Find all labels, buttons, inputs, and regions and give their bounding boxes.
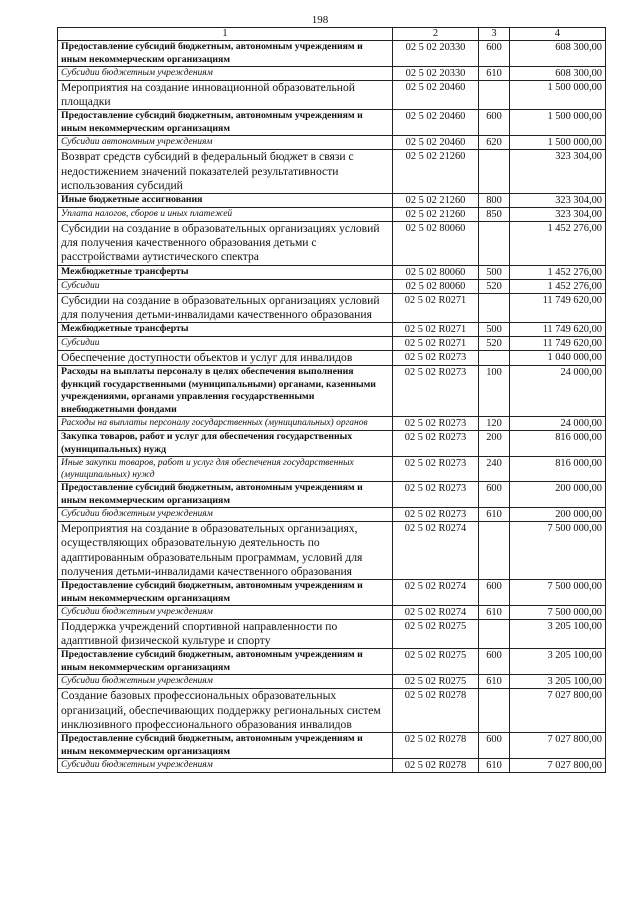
row-type-cell: 600 [479,41,510,67]
row-code-cell: 02 5 02 R0275 [393,675,479,689]
row-code-cell: 02 5 02 R0273 [393,366,479,417]
row-type-cell: 200 [479,431,510,457]
row-sum-cell: 3 205 100,00 [510,649,606,675]
table-row [58,279,606,293]
row-type-cell: 500 [479,323,510,337]
row-name-cell: Расходы на выплаты персоналу в целях обеспечения выполнения функций государственными (муниципальными) органами, казенными учреждениями, органами управления государственными внебюджетными фондами [58,366,393,417]
row-type-cell: 610 [479,67,510,81]
row-type-cell: 600 [479,649,510,675]
row-type-cell: 520 [479,279,510,293]
row-name-cell: Закупка товаров, работ и услуг для обеспечения государственных (муниципальных) нужд [58,431,393,457]
row-code-cell: 02 5 02 R0273 [393,351,479,366]
table-row [58,351,606,366]
row-name-cell: Возврат средств субсидий в федеральный бюджет в связи с недостижением значений показателей результативности использования субсидий [58,150,393,194]
row-code-cell: 02 5 02 R0273 [393,417,479,431]
row-name-cell: Субсидии [58,279,393,293]
row-sum-cell: 7 500 000,00 [510,580,606,606]
table-row [58,620,606,649]
row-name-cell: Субсидии [58,337,393,351]
row-sum-cell: 24 000,00 [510,366,606,417]
row-name-cell: Мероприятия на создание инновационной образовательной площадки [58,81,393,110]
row-sum-cell: 11 749 620,00 [510,323,606,337]
table-row [58,759,606,773]
row-code-cell: 02 5 02 R0271 [393,323,479,337]
table-row [58,337,606,351]
table-row [58,431,606,457]
row-code-cell: 02 5 02 20460 [393,110,479,136]
row-type-cell: 120 [479,417,510,431]
row-code-cell: 02 5 02 80060 [393,279,479,293]
row-name-cell: Субсидии бюджетным учреждениям [58,606,393,620]
row-name-cell: Предоставление субсидий бюджетным, автономным учреждениям и иным некоммерческим организациям [58,649,393,675]
table-row [58,733,606,759]
table-row [58,208,606,222]
row-name-cell: Обеспечение доступности объектов и услуг для инвалидов [58,351,393,366]
row-sum-cell: 1 452 276,00 [510,265,606,279]
column-header-3: 3 [479,28,510,41]
row-sum-cell: 1 452 276,00 [510,279,606,293]
row-sum-cell: 816 000,00 [510,431,606,457]
row-sum-cell: 1 452 276,00 [510,222,606,266]
row-type-cell: 610 [479,759,510,773]
table-row [58,110,606,136]
row-sum-cell: 3 205 100,00 [510,675,606,689]
row-sum-cell: 323 304,00 [510,194,606,208]
row-code-cell: 02 5 02 R0275 [393,620,479,649]
row-name-cell: Создание базовых профессиональных образовательных организаций, обеспечивающих поддержку региональных систем инклюзивного профессионального образования инвалидов [58,689,393,733]
row-code-cell: 02 5 02 80060 [393,222,479,266]
row-type-cell [479,689,510,733]
row-name-cell: Расходы на выплаты персоналу государственных (муниципальных) органов [58,417,393,431]
row-sum-cell: 323 304,00 [510,150,606,194]
row-type-cell: 610 [479,606,510,620]
table-row [58,689,606,733]
row-name-cell: Межбюджетные трансферты [58,323,393,337]
row-sum-cell: 7 027 800,00 [510,733,606,759]
row-name-cell: Предоставление субсидий бюджетным, автономным учреждениям и иным некоммерческим организациям [58,580,393,606]
row-type-cell: 240 [479,457,510,482]
row-sum-cell: 323 304,00 [510,208,606,222]
row-name-cell: Предоставление субсидий бюджетным, автономным учреждениям и иным некоммерческим организациям [58,482,393,508]
row-code-cell: 02 5 02 R0273 [393,508,479,522]
row-type-cell: 800 [479,194,510,208]
table-row [58,194,606,208]
row-sum-cell: 1 500 000,00 [510,110,606,136]
row-type-cell [479,222,510,266]
row-type-cell: 610 [479,675,510,689]
table-row [58,417,606,431]
table-row [58,67,606,81]
row-code-cell: 02 5 02 R0273 [393,457,479,482]
row-code-cell: 02 5 02 20330 [393,67,479,81]
row-name-cell: Предоставление субсидий бюджетным, автономным учреждениям и иным некоммерческим организациям [58,733,393,759]
table-row [58,150,606,194]
table-row [58,323,606,337]
row-name-cell: Поддержка учреждений спортивной направленности по адаптивной физической культуре и спорту [58,620,393,649]
row-sum-cell: 7 027 800,00 [510,689,606,733]
row-type-cell: 100 [479,366,510,417]
table-row [58,580,606,606]
row-type-cell: 600 [479,733,510,759]
table-row [58,293,606,322]
row-type-cell: 520 [479,337,510,351]
row-code-cell: 02 5 02 R0278 [393,759,479,773]
row-sum-cell: 11 749 620,00 [510,337,606,351]
row-name-cell: Межбюджетные трансферты [58,265,393,279]
row-sum-cell: 200 000,00 [510,508,606,522]
row-type-cell: 500 [479,265,510,279]
row-code-cell: 02 5 02 R0274 [393,522,479,580]
row-sum-cell: 816 000,00 [510,457,606,482]
row-name-cell: Субсидии бюджетным учреждениям [58,67,393,81]
table-row [58,649,606,675]
row-type-cell: 600 [479,110,510,136]
row-sum-cell: 24 000,00 [510,417,606,431]
row-code-cell: 02 5 02 R0278 [393,733,479,759]
row-sum-cell: 7 500 000,00 [510,606,606,620]
table-row [58,265,606,279]
table-row [58,522,606,580]
row-sum-cell: 608 300,00 [510,67,606,81]
table-row [58,81,606,110]
row-code-cell: 02 5 02 21260 [393,150,479,194]
row-code-cell: 02 5 02 20330 [393,41,479,67]
row-sum-cell: 3 205 100,00 [510,620,606,649]
table-row [58,366,606,417]
row-name-cell: Предоставление субсидий бюджетным, автономным учреждениям и иным некоммерческим организациям [58,41,393,67]
table-row [58,41,606,67]
row-type-cell [479,522,510,580]
row-code-cell: 02 5 02 80060 [393,265,479,279]
row-name-cell: Субсидии бюджетным учреждениям [58,508,393,522]
row-type-cell [479,81,510,110]
row-type-cell [479,150,510,194]
budget-table-body [58,28,606,773]
budget-table [57,27,606,773]
table-row [58,457,606,482]
row-name-cell: Субсидии бюджетным учреждениям [58,675,393,689]
row-name-cell: Субсидии бюджетным учреждениям [58,759,393,773]
column-header-2: 2 [393,28,479,41]
row-code-cell: 02 5 02 R0273 [393,431,479,457]
row-code-cell: 02 5 02 21260 [393,208,479,222]
row-type-cell: 600 [479,482,510,508]
row-name-cell: Предоставление субсидий бюджетным, автономным учреждениям и иным некоммерческим организациям [58,110,393,136]
row-name-cell: Уплата налогов, сборов и иных платежей [58,208,393,222]
row-code-cell: 02 5 02 21260 [393,194,479,208]
row-type-cell [479,620,510,649]
row-code-cell: 02 5 02 R0274 [393,580,479,606]
row-code-cell: 02 5 02 R0271 [393,337,479,351]
row-type-cell: 600 [479,580,510,606]
row-type-cell: 850 [479,208,510,222]
table-row [58,675,606,689]
table-row [58,606,606,620]
page-number: 198 [311,14,329,26]
row-code-cell: 02 5 02 20460 [393,81,479,110]
row-name-cell: Иные закупки товаров, работ и услуг для обеспечения государственных (муниципальных) нужд [58,457,393,482]
row-type-cell: 610 [479,508,510,522]
row-code-cell: 02 5 02 20460 [393,136,479,150]
table-header-row [58,28,606,41]
row-name-cell: Субсидии автономным учреждениям [58,136,393,150]
row-name-cell: Мероприятия на создание в образовательных организациях, осуществляющих образовательную деятельность по адаптированным образовательным программам, условий для получения детьми-инвалидами качественного образования [58,522,393,580]
row-sum-cell: 11 749 620,00 [510,293,606,322]
row-code-cell: 02 5 02 R0273 [393,482,479,508]
column-header-1: 1 [58,28,393,41]
row-code-cell: 02 5 02 R0274 [393,606,479,620]
row-type-cell [479,351,510,366]
row-sum-cell: 7 027 800,00 [510,759,606,773]
table-row [58,482,606,508]
row-code-cell: 02 5 02 R0278 [393,689,479,733]
row-type-cell: 620 [479,136,510,150]
row-sum-cell: 1 500 000,00 [510,136,606,150]
row-sum-cell: 1 500 000,00 [510,81,606,110]
row-name-cell: Иные бюджетные ассигнования [58,194,393,208]
row-name-cell: Субсидии на создание в образовательных организациях условий для получения детьми-инвалидами качественного образования [58,293,393,322]
table-row [58,508,606,522]
table-row [58,136,606,150]
row-type-cell [479,293,510,322]
column-header-4: 4 [510,28,606,41]
row-code-cell: 02 5 02 R0271 [393,293,479,322]
row-name-cell: Субсидии на создание в образовательных организациях условий для получения качественного образования детьми с расстройствами аутистического спектра [58,222,393,266]
row-code-cell: 02 5 02 R0275 [393,649,479,675]
row-sum-cell: 7 500 000,00 [510,522,606,580]
row-sum-cell: 608 300,00 [510,41,606,67]
table-row [58,222,606,266]
row-sum-cell: 1 040 000,00 [510,351,606,366]
row-sum-cell: 200 000,00 [510,482,606,508]
